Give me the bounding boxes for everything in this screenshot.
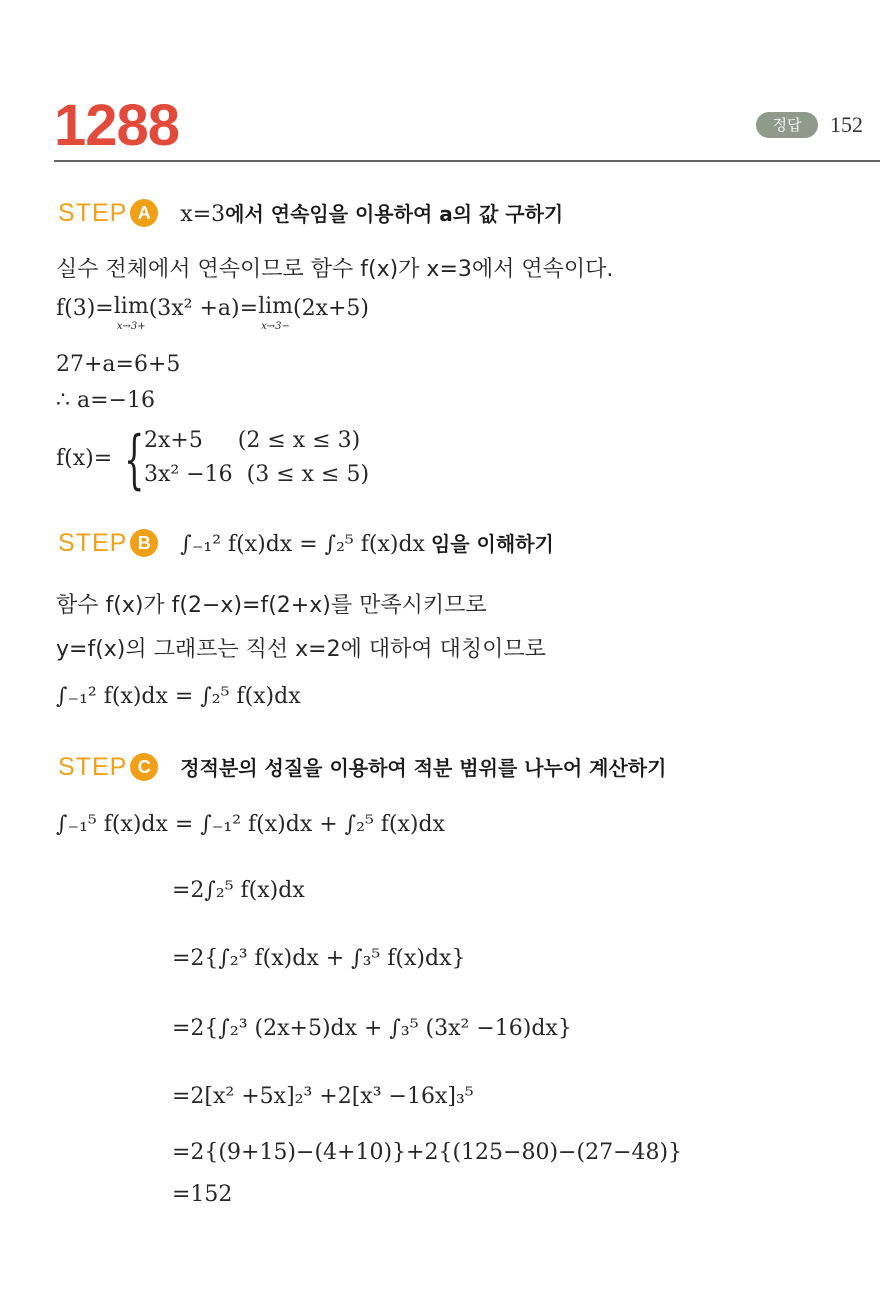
lim-lhs: f(3)= bbox=[56, 296, 114, 321]
step-a-line3: 27+a=6+5 bbox=[56, 352, 181, 377]
step-a-badge: A bbox=[130, 199, 158, 227]
piecewise-brace: { bbox=[124, 423, 145, 497]
step-a-line4: ∴ a=−16 bbox=[56, 388, 155, 413]
lim-mid: (3x² +a)= bbox=[148, 296, 259, 321]
step-c-line1: ∫₋₁⁵ f(x)dx = ∫₋₁² f(x)dx + ∫₂⁵ f(x)dx bbox=[56, 812, 445, 837]
step-a-line1: 실수 전체에서 연속이므로 함수 f(x)가 x=3에서 연속이다. bbox=[56, 257, 614, 282]
step-c-line4: =2{∫₂³ (2x+5)dx + ∫₃⁵ (3x² −16)dx} bbox=[172, 1016, 572, 1041]
step-b-line1: 함수 f(x)가 f(2−x)=f(2+x)를 만족시키므로 bbox=[56, 593, 487, 618]
limit-2: lim x→3− bbox=[258, 294, 293, 332]
step-label: STEP bbox=[58, 529, 128, 557]
step-b-line3: ∫₋₁² f(x)dx = ∫₂⁵ f(x)dx bbox=[56, 684, 301, 709]
step-b-title-math: ∫₋₁² f(x)dx = ∫₂⁵ f(x)dx bbox=[180, 532, 425, 557]
step-b-badge: B bbox=[130, 529, 158, 557]
step-a-heading bbox=[58, 198, 563, 228]
step-c-badge: C bbox=[130, 753, 158, 781]
step-a-limit-equation bbox=[56, 296, 369, 332]
step-c-line2: =2∫₂⁵ f(x)dx bbox=[172, 878, 305, 903]
step-c-title: 정적분의 성질을 이용하여 적분 범위를 나누어 계산하기 bbox=[180, 756, 667, 780]
step-b-line2: y=f(x)의 그래프는 직선 x=2에 대하여 대칭이므로 bbox=[56, 637, 546, 662]
step-c-line5: =2[x² +5x]₂³ +2[x³ −16x]₃⁵ bbox=[172, 1084, 474, 1109]
problem-number: 1288 bbox=[54, 93, 180, 158]
piecewise-case2: 3x² −16 (3 ≤ x ≤ 5) bbox=[144, 462, 370, 487]
answer-badge: 정답 bbox=[756, 112, 818, 138]
piecewise-case1: 2x+5 (2 ≤ x ≤ 3) bbox=[144, 428, 361, 453]
step-a-title-math: x=3 bbox=[180, 202, 226, 227]
lim-rhs: (2x+5) bbox=[293, 296, 370, 321]
step-c-heading bbox=[58, 752, 666, 782]
step-a-title: 에서 연속임을 이용하여 a의 값 구하기 bbox=[225, 202, 564, 226]
step-b-title: 임을 이해하기 bbox=[430, 532, 554, 556]
piecewise-lhs: f(x)= bbox=[56, 446, 113, 471]
step-c-line3: =2{∫₂³ f(x)dx + ∫₃⁵ f(x)dx} bbox=[172, 946, 466, 971]
step-label: STEP bbox=[58, 753, 128, 781]
header-divider bbox=[54, 160, 880, 162]
step-c-line7: =152 bbox=[172, 1182, 233, 1207]
answer-page-number: 152 bbox=[830, 112, 863, 137]
limit-1: lim x→3+ bbox=[113, 294, 149, 332]
step-c-line6: =2{(9+15)−(4+10)}+2{(125−80)−(27−48)} bbox=[172, 1140, 683, 1165]
step-label: STEP bbox=[58, 199, 128, 227]
step-b-heading bbox=[58, 528, 554, 558]
